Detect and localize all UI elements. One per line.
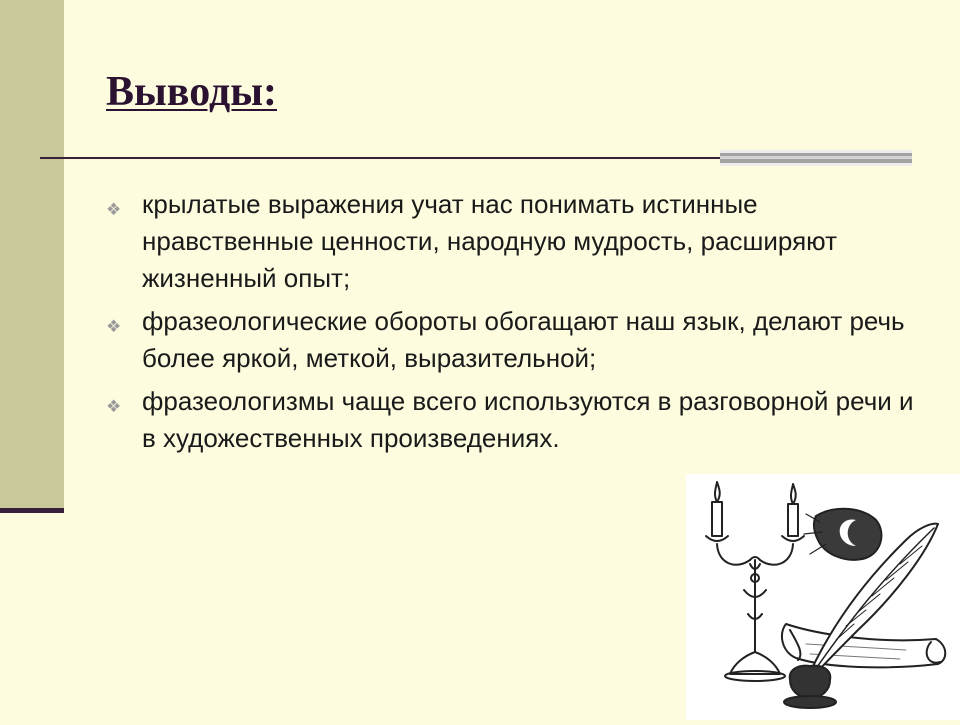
title-divider-line [40,157,720,159]
candelabra-quill-drawing [686,474,960,720]
diamond-bullet-icon: ❖ [106,200,122,219]
bullet-list [104,186,914,463]
bullet-text: крылатые выражения учат нас понимать истинные нравственные ценности, народную мудрость, расширяют жизненный опыт; [142,189,837,293]
slide-title: Выводы: [106,69,278,115]
bullet-text: фразеологизмы чаще всего используются в разговорной речи и в художественных произведениях. [142,386,914,453]
title-divider-bar [720,150,912,166]
bullet-item [104,186,914,297]
side-bar [0,0,64,512]
diamond-bullet-icon: ❖ [106,317,122,336]
bullet-item [104,303,914,377]
bullet-item [104,383,914,457]
diamond-bullet-icon: ❖ [106,397,122,416]
bullet-text: фразеологические обороты обогащают наш язык, делают речь более яркой, меткой, выразительной; [142,306,905,373]
side-bar-edge [0,508,64,513]
candelabra-quill-illustration [686,474,960,720]
